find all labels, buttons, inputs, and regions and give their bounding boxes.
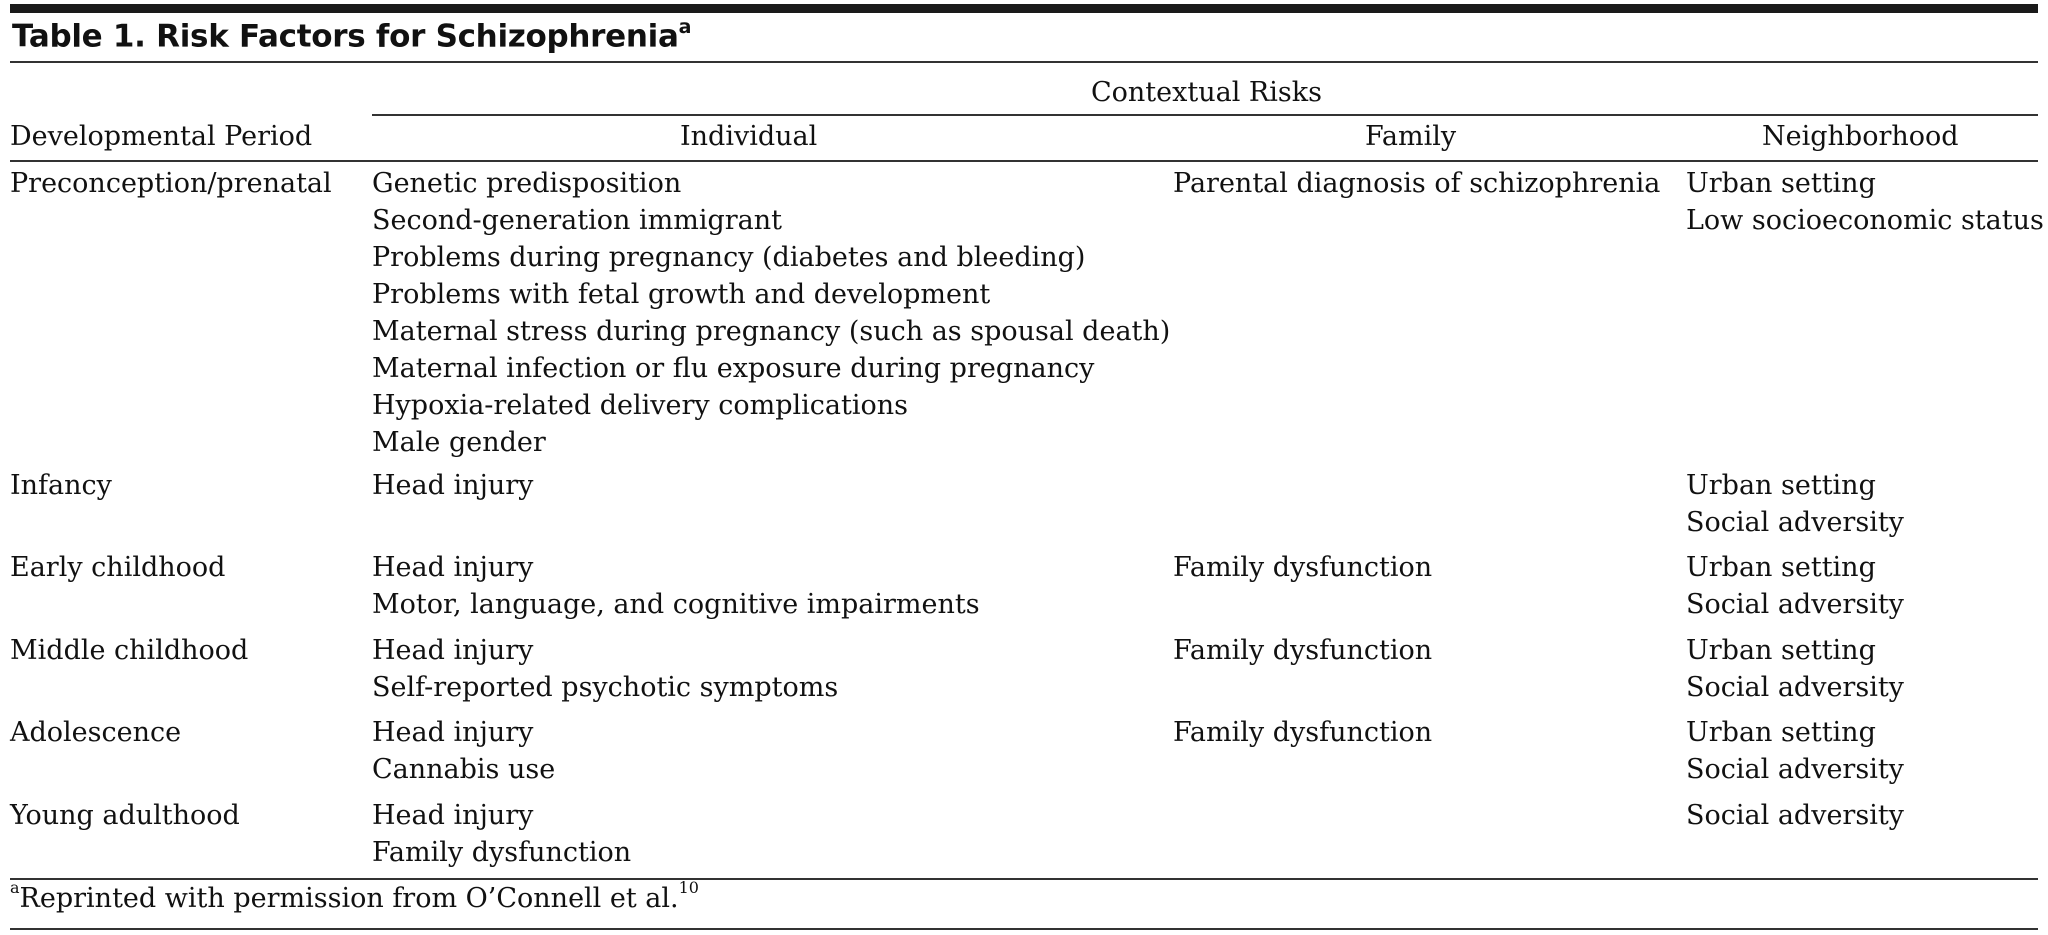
header-individual: Individual: [680, 121, 818, 152]
cell-individual: [372, 165, 1170, 461]
individual-risk-item: Second-generation immigrant: [372, 205, 782, 236]
individual-risk-item: Male gender: [372, 427, 546, 458]
family-risk-item: Family dysfunction: [1173, 717, 1433, 748]
cell-family: [1173, 714, 1432, 751]
header-neighborhood: Neighborhood: [1762, 121, 1959, 152]
footnote-marker: a: [10, 878, 20, 897]
individual-risk-item: Family dysfunction: [372, 837, 632, 868]
header-contextual-risks: Contextual Risks: [1091, 77, 1322, 108]
cell-family: [1173, 165, 1660, 202]
individual-risk-item: Problems with fetal growth and development: [372, 279, 991, 310]
title-footnote-marker: a: [678, 16, 692, 38]
cell-neighborhood: [1686, 714, 1904, 788]
cell-neighborhood: [1686, 467, 1904, 541]
neighborhood-risk-item: Urban setting: [1686, 635, 1876, 666]
cell-individual: [372, 714, 555, 788]
cell-individual: [372, 632, 838, 706]
table-page: [10, 0, 2044, 935]
individual-risk-item: Self-reported psychotic symptoms: [372, 672, 839, 703]
footnote-reference: 10: [678, 878, 699, 897]
title-rule: [10, 61, 2038, 63]
family-risk-item: Family dysfunction: [1173, 635, 1433, 666]
individual-risk-item: Head injury: [372, 717, 534, 748]
cell-developmental-period: Early childhood: [10, 552, 226, 583]
neighborhood-risk-item: Social adversity: [1686, 589, 1904, 620]
cell-neighborhood: [1686, 797, 1904, 834]
individual-risk-item: Maternal infection or flu exposure during pregnancy: [372, 353, 1095, 384]
individual-risk-item: Head injury: [372, 800, 534, 831]
individual-risk-item: Cannabis use: [372, 754, 556, 785]
bottom-rule: [10, 878, 2038, 880]
neighborhood-risk-item: Social adversity: [1686, 754, 1904, 785]
cell-family: [1173, 549, 1432, 586]
table-title: [12, 18, 691, 54]
footnote: [10, 878, 699, 914]
header-rule: [10, 160, 2038, 162]
individual-risk-item: Motor, language, and cognitive impairments: [372, 589, 980, 620]
cell-neighborhood: [1686, 549, 1904, 623]
footnote-text: Reprinted with permission from O’Connell et al.: [19, 883, 679, 914]
cell-individual: [372, 549, 980, 623]
cell-developmental-period: Middle childhood: [10, 635, 249, 666]
family-risk-item: Family dysfunction: [1173, 552, 1433, 583]
individual-risk-item: Head injury: [372, 635, 534, 666]
neighborhood-risk-item: Social adversity: [1686, 800, 1904, 831]
neighborhood-risk-item: Low socioeconomic status: [1686, 205, 2044, 236]
cell-developmental-period: Infancy: [10, 470, 112, 501]
neighborhood-risk-item: Social adversity: [1686, 507, 1904, 538]
individual-risk-item: Head injury: [372, 552, 534, 583]
individual-risk-item: Problems during pregnancy (diabetes and bleeding): [372, 242, 1086, 273]
neighborhood-risk-item: Social adversity: [1686, 672, 1904, 703]
individual-risk-item: Head injury: [372, 470, 534, 501]
individual-risk-item: Genetic predisposition: [372, 168, 682, 199]
neighborhood-risk-item: Urban setting: [1686, 168, 1876, 199]
top-rule: [10, 4, 2038, 13]
cell-developmental-period: Adolescence: [10, 717, 182, 748]
cell-individual: [372, 797, 631, 871]
cell-neighborhood: [1686, 632, 1904, 706]
neighborhood-risk-item: Urban setting: [1686, 552, 1876, 583]
cell-individual: [372, 467, 533, 504]
family-risk-item: Parental diagnosis of schizophrenia: [1173, 168, 1661, 199]
neighborhood-risk-item: Urban setting: [1686, 470, 1876, 501]
cell-developmental-period: Preconception/prenatal: [10, 168, 332, 199]
table-title-text: Table 1. Risk Factors for Schizophrenia: [12, 18, 679, 55]
contextual-risks-rule: [372, 114, 2038, 116]
cell-family: [1173, 632, 1432, 669]
individual-risk-item: Maternal stress during pregnancy (such as spousal death): [372, 316, 1171, 347]
cell-neighborhood: [1686, 165, 2044, 239]
cell-developmental-period: Young adulthood: [10, 800, 240, 831]
header-developmental-period: Developmental Period: [10, 121, 313, 152]
header-family: Family: [1365, 121, 1457, 152]
neighborhood-risk-item: Urban setting: [1686, 717, 1876, 748]
individual-risk-item: Hypoxia-related delivery complications: [372, 390, 908, 421]
footnote-bottom-rule: [10, 928, 2038, 930]
